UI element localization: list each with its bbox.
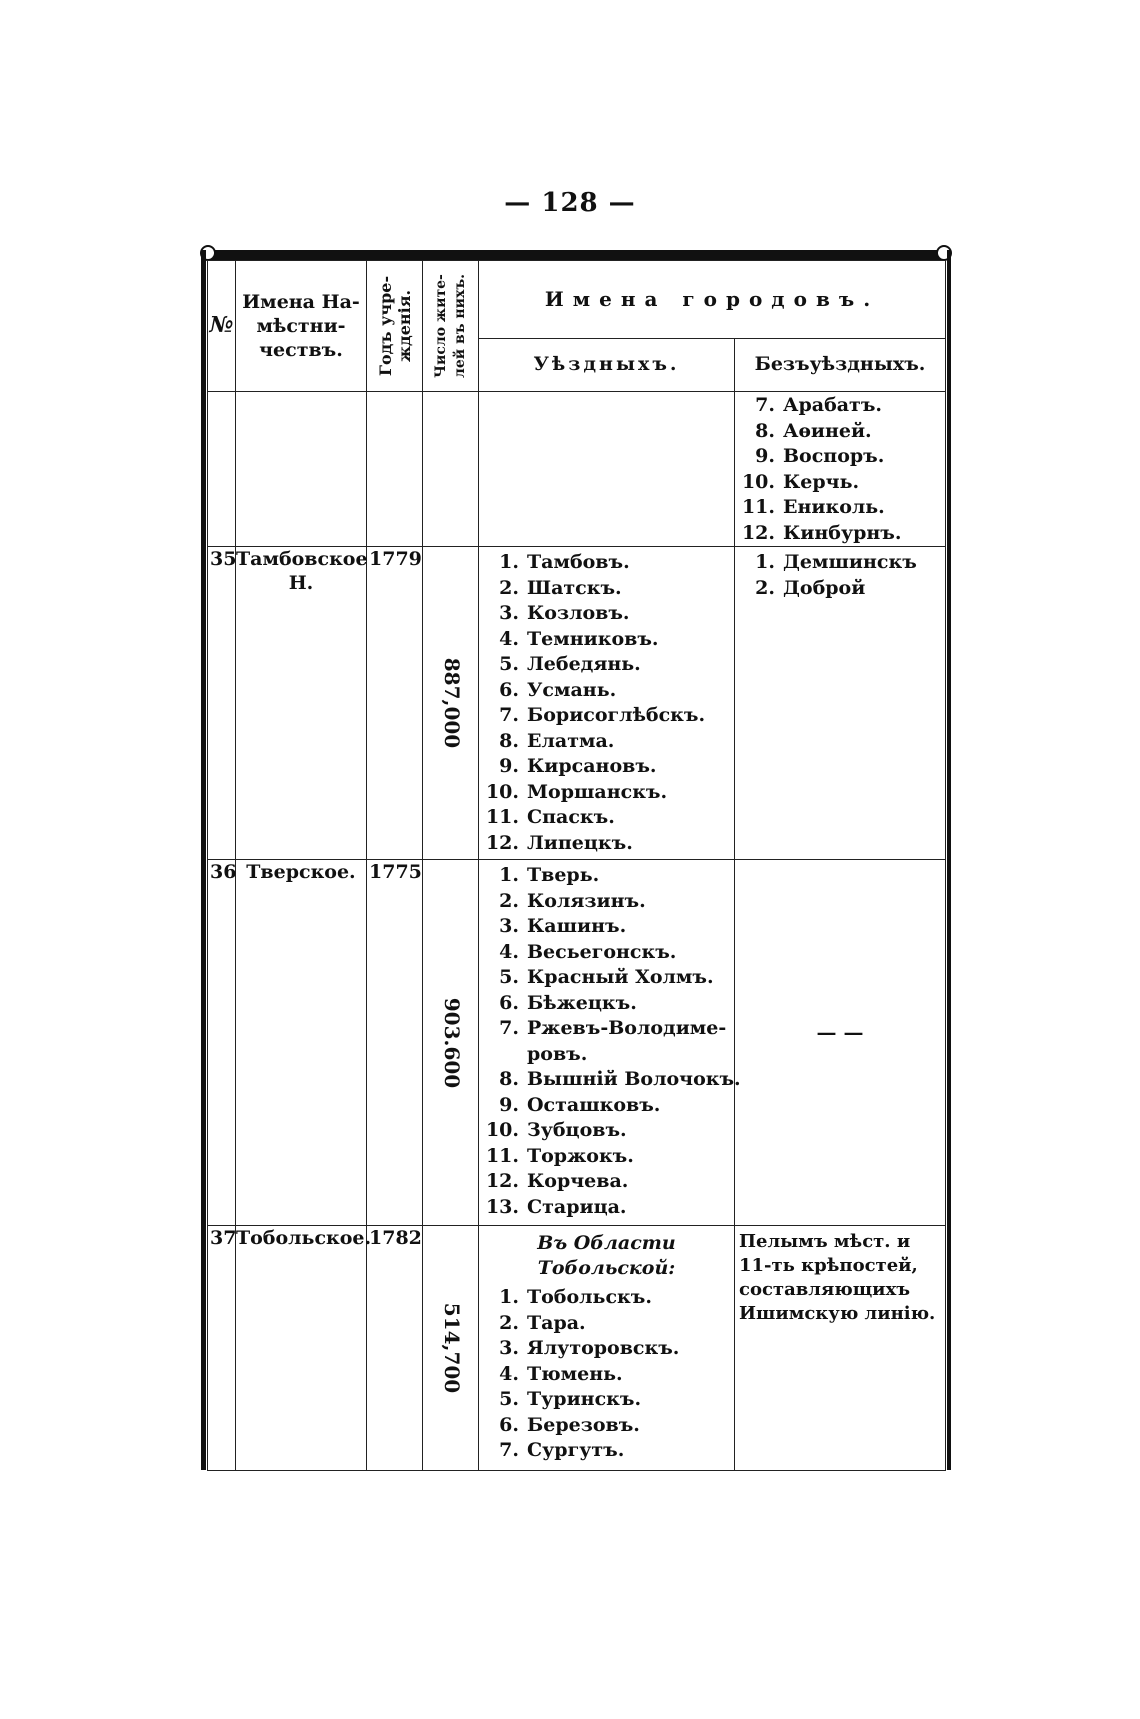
list-item: 10. Моршанскъ. <box>485 780 668 803</box>
population-cell <box>423 547 479 860</box>
header-population-line1: Число жите- <box>432 274 449 378</box>
non-district-cities <box>735 547 946 860</box>
header-district: Уѣздныхъ. <box>479 338 735 392</box>
population-value: 887,000 <box>439 657 464 749</box>
list-item: 4. Тюмень. <box>499 1362 623 1385</box>
list-item: 12. Липецкъ. <box>485 831 633 854</box>
list-item: 10. Зубцовъ. <box>485 1119 627 1141</box>
list-item: 8. Вышній Волочокъ. <box>499 1068 741 1090</box>
list-item: 2. Колязинъ. <box>499 889 646 912</box>
non-district-cities <box>735 1226 946 1471</box>
list-item: 2. Доброй <box>755 576 866 599</box>
list-item: 9. Кирсановъ. <box>499 755 657 777</box>
continuation-district <box>479 392 735 547</box>
list-item: 6. Березовъ. <box>499 1413 640 1436</box>
list-item: 5. Лебедянь. <box>499 653 641 675</box>
non-district-cities <box>735 860 946 1226</box>
list-item: 6. Усмань. <box>499 678 617 701</box>
list-item: 4. Весьегонскъ. <box>499 940 677 963</box>
list-item: 1. Тверь. <box>499 864 600 886</box>
list-item: 6. Бѣжецкъ. <box>499 991 637 1014</box>
header-year-line2: жденія. <box>394 289 414 363</box>
list-item: 7. Арабатъ. <box>755 394 883 416</box>
row-number: 37 <box>208 1226 236 1471</box>
table-row <box>208 547 946 860</box>
list-item: 10. Керчь. <box>741 470 860 493</box>
governorate-name: Тобольское. <box>236 1226 367 1471</box>
region-heading: Въ Области Тобольской: <box>537 1232 676 1279</box>
header-year-line1: Годъ учре- <box>375 275 395 377</box>
list-item: 13. Старица. <box>485 1195 627 1218</box>
table-right-rule <box>947 250 951 1470</box>
list-item: 5. Красный Холмъ. <box>499 966 714 988</box>
governorates-table-frame <box>207 250 945 1470</box>
list-item: 8. Елатма. <box>499 729 615 752</box>
district-cities <box>479 1226 735 1471</box>
header-row <box>208 261 946 339</box>
list-item: 5. Туринскъ. <box>499 1388 642 1410</box>
header-population-line2: лей въ нихъ. <box>451 274 468 378</box>
governorate-name: Тамбовское Н. <box>236 547 367 860</box>
table-row <box>208 1226 946 1471</box>
non-district-note: Пелымъ мѣст. и 11-ть крѣпостей, составляющихъ Ишимскую линію. <box>739 1231 936 1324</box>
table-row <box>208 860 946 1226</box>
founding-year: 1775 <box>367 860 423 1226</box>
header-year <box>367 261 423 392</box>
population-value: 514,700 <box>439 1302 464 1394</box>
list-item: 7. Ржевъ-Володиме- <box>499 1017 727 1039</box>
list-item: 8. Аѳиней. <box>755 419 872 442</box>
list-item: ровъ. <box>527 1042 588 1065</box>
district-cities <box>479 547 735 860</box>
header-non-district: Безъуѣздныхъ. <box>735 338 946 392</box>
continuation-name <box>236 392 367 547</box>
list-item: 9. Воспоръ. <box>755 445 885 467</box>
population-cell <box>423 1226 479 1471</box>
continuation-row <box>208 392 946 547</box>
header-population <box>423 261 479 392</box>
list-item: 2. Тара. <box>499 1311 586 1334</box>
page-number: — 128 — <box>504 188 636 218</box>
founding-year: 1779 <box>367 547 423 860</box>
header-governorate-text: Имена На-мѣстни-чествъ. <box>242 291 360 361</box>
list-item: 12. Корчева. <box>485 1170 629 1192</box>
list-item: 7. Сургутъ. <box>499 1439 625 1461</box>
population-value: 903.600 <box>439 997 464 1088</box>
continuation-year <box>367 392 423 547</box>
founding-year: 1782 <box>367 1226 423 1471</box>
list-item: 12. Кинбурнъ. <box>741 521 902 544</box>
list-item: 3. Ялуторовскъ. <box>499 1337 680 1359</box>
header-governorate <box>236 261 367 392</box>
list-item: 4. Темниковъ. <box>499 627 659 650</box>
table-top-rule <box>207 250 945 260</box>
list-item: 3. Кашинъ. <box>499 915 627 937</box>
list-item: 7. Борисоглѣбскъ. <box>499 704 706 726</box>
population-cell <box>423 860 479 1226</box>
list-item: 1. Тамбовъ. <box>499 551 630 573</box>
header-number: № <box>208 261 236 392</box>
list-item: 11. Спаскъ. <box>485 806 615 828</box>
governorate-name: Тверское. <box>236 860 367 1226</box>
governorates-table <box>207 260 946 1471</box>
continuation-non-district <box>735 392 946 547</box>
list-item: 1. Демшинскъ <box>755 551 917 573</box>
continuation-population <box>423 392 479 547</box>
list-item: 2. Шатскъ. <box>499 576 622 599</box>
list-item: 3. Козловъ. <box>499 602 630 624</box>
list-item: 1. Тобольскъ. <box>499 1286 652 1308</box>
row-number: 36 <box>208 860 236 1226</box>
list-item: 11. Торжокъ. <box>485 1144 634 1167</box>
empty-dash: — — <box>816 1020 864 1044</box>
list-item: 9. Осташковъ. <box>499 1093 661 1116</box>
row-number: 35 <box>208 547 236 860</box>
table-left-rule <box>201 250 206 1470</box>
continuation-number <box>208 392 236 547</box>
list-item: 11. Eниколь. <box>741 496 885 518</box>
district-cities <box>479 860 741 1226</box>
header-cities: Имена городовъ. <box>479 261 946 339</box>
